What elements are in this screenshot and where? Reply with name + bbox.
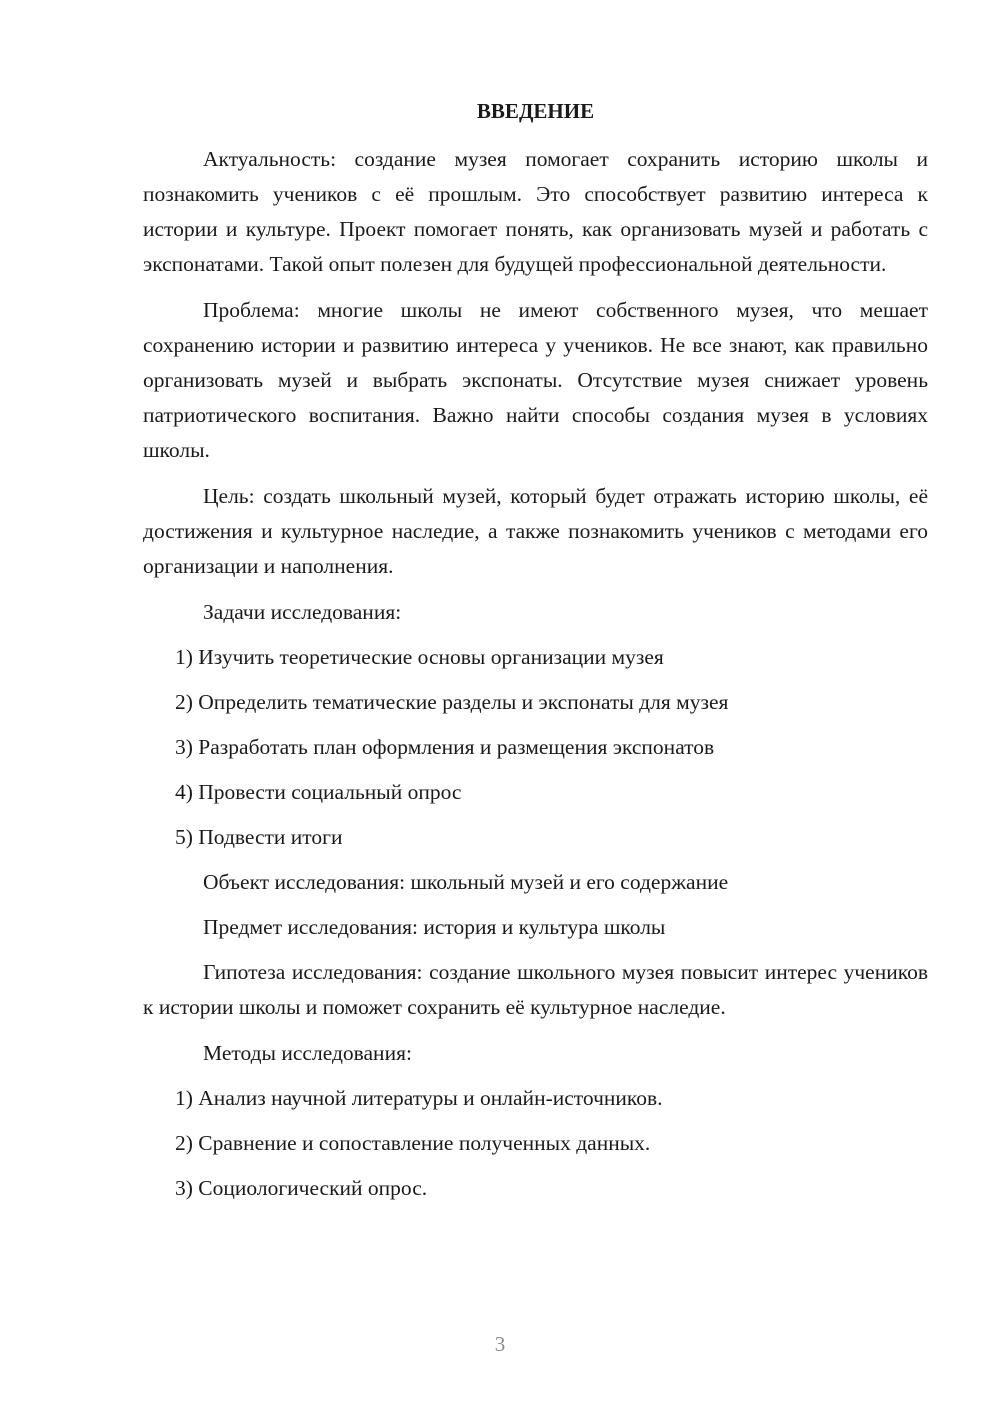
method-item: 2) Сравнение и сопоставление полученных данных. — [175, 1131, 651, 1155]
task-item: 2) Определить тематические разделы и экспонаты для музея — [175, 690, 729, 714]
goal-paragraph: Цель: создать школьный музей, который будет отражать историю школы, её достижения и культурное наследие, а также познакомить учеников с методами его организации и наполнения. — [143, 484, 928, 578]
methods-heading: Методы исследования: — [203, 1041, 412, 1065]
hypothesis-paragraph: Гипотеза исследования: создание школьного музея повысит интерес учеников к истории школы и поможет сохранить её культурное наследие. — [143, 960, 928, 1019]
task-item: 3) Разработать план оформления и размещения экспонатов — [175, 735, 715, 759]
document-page — [143, 95, 928, 1216]
section-title: ВВЕДЕНИЕ — [476, 99, 595, 123]
relevance-paragraph: Актуальность: создание музея помогает сохранить историю школы и познакомить учеников с её прошлым. Это способствует развитию интереса к истории и культуре. Проект помогает понять, как организовать музей и работать с экспонатами. Такой опыт полезен для будущей профессиональной деятельности. — [143, 147, 928, 276]
task-item: 4) Провести социальный опрос — [175, 780, 462, 804]
method-item: 3) Социологический опрос. — [175, 1176, 428, 1200]
tasks-heading: Задачи исследования: — [203, 600, 402, 624]
method-item: 1) Анализ научной литературы и онлайн-источников. — [175, 1086, 663, 1110]
object-line: Объект исследования: школьный музей и его содержание — [203, 870, 729, 894]
subject-line: Предмет исследования: история и культура школы — [203, 915, 666, 939]
problem-paragraph: Проблема: многие школы не имеют собственного музея, что мешает сохранению истории и развитию интереса у учеников. Не все знают, как правильно организовать музей и выбрать экспонаты. Отсутствие музея снижает уровень патриотического воспитания. Важно найти способы создания музея в условиях школы. — [143, 298, 928, 462]
task-item: 5) Подвести итоги — [175, 825, 343, 849]
page-number: 3 — [494, 1332, 506, 1356]
task-item: 1) Изучить теоретические основы организации музея — [175, 645, 664, 669]
